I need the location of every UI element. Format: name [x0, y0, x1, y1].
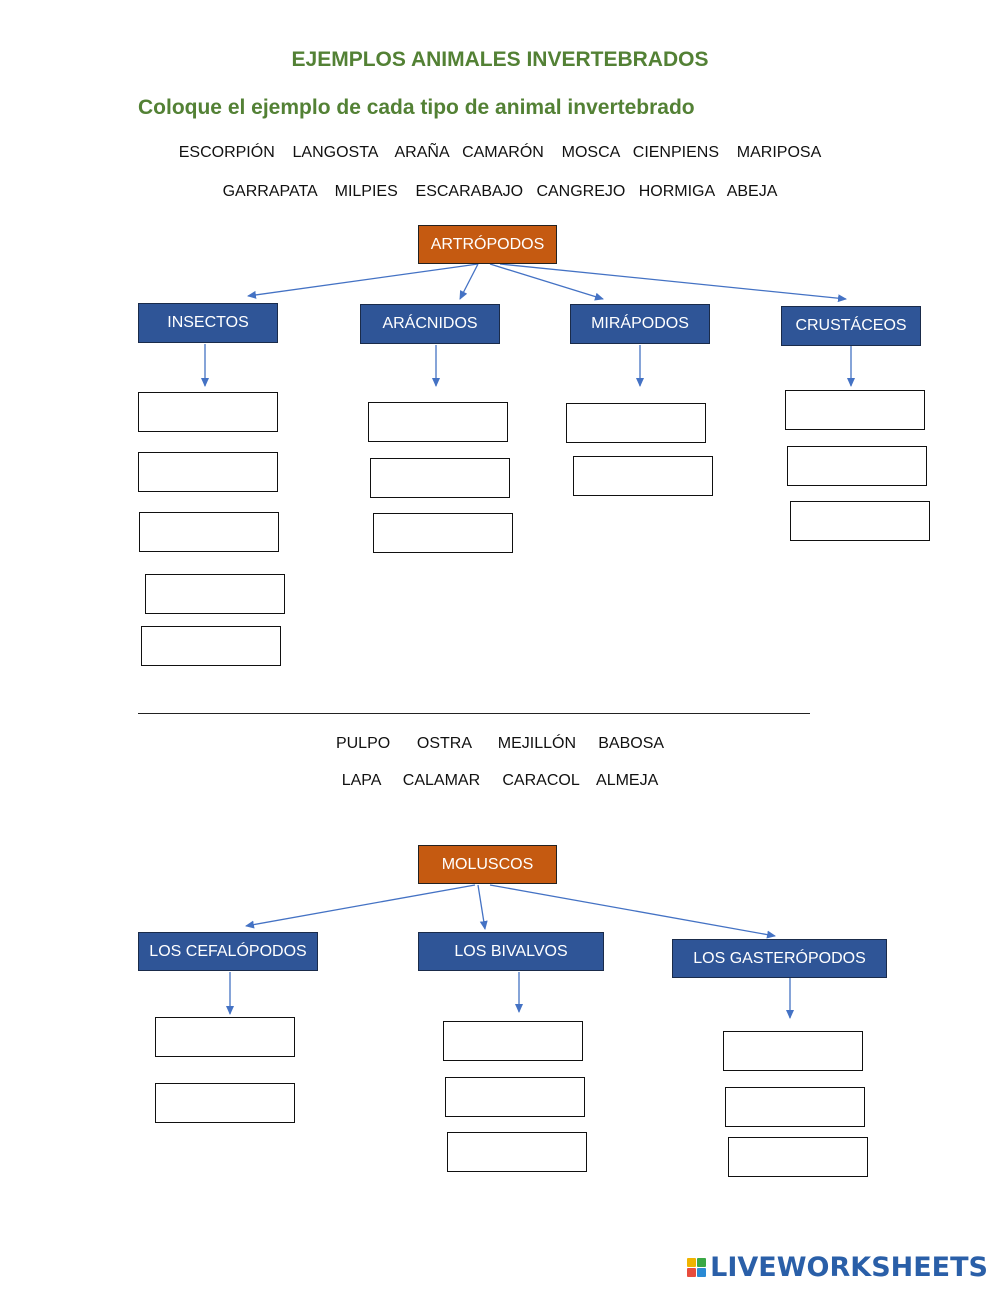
answer-box-gasteropodos-2[interactable]	[725, 1087, 865, 1127]
answer-box-mirapodos-2[interactable]	[573, 456, 713, 496]
answer-box-insectos-2[interactable]	[138, 452, 278, 492]
logo-square-icon	[697, 1268, 706, 1277]
arrow-moluscos-cefalopodos	[246, 885, 475, 926]
root-box-moluscos: MOLUSCOS	[418, 845, 557, 884]
worksheet-instructions: Coloque el ejemplo de cada tipo de animal invertebrado	[138, 96, 695, 119]
answer-box-mirapodos-1[interactable]	[566, 403, 706, 443]
answer-box-crustaceos-2[interactable]	[787, 446, 927, 486]
liveworksheets-logo	[687, 1252, 988, 1283]
answer-box-gasteropodos-3[interactable]	[728, 1137, 868, 1177]
category-box-aracnidos: ARÁCNIDOS	[360, 304, 500, 344]
logo-square-icon	[687, 1268, 696, 1277]
answer-box-gasteropodos-1[interactable]	[723, 1031, 863, 1071]
mollusc-word-bank-row-1: PULPO OSTRA MEJILLÓN BABOSA	[335, 735, 665, 752]
category-box-insectos: INSECTOS	[138, 303, 278, 343]
answer-box-aracnidos-3[interactable]	[373, 513, 513, 553]
arrow-artropodos-mirapodos	[490, 264, 603, 299]
answer-box-cefalopodos-2[interactable]	[155, 1083, 295, 1123]
logo-square-icon	[697, 1258, 706, 1267]
arrow-artropodos-aracnidos	[460, 264, 478, 299]
answer-box-cefalopodos-1[interactable]	[155, 1017, 295, 1057]
answer-box-bivalvos-3[interactable]	[447, 1132, 587, 1172]
answer-box-crustaceos-3[interactable]	[790, 501, 930, 541]
worksheet-title: EJEMPLOS ANIMALES INVERTEBRADOS	[291, 48, 709, 71]
answer-box-bivalvos-2[interactable]	[445, 1077, 585, 1117]
answer-box-insectos-3[interactable]	[139, 512, 279, 552]
root-box-artropodos: ARTRÓPODOS	[418, 225, 557, 264]
arrow-artropodos-crustaceos	[500, 264, 846, 299]
mollusc-word-bank-row-2: LAPA CALAMAR CARACOL ALMEJA	[341, 772, 659, 789]
category-box-cefalopodos: LOS CEFALÓPODOS	[138, 932, 318, 971]
category-box-bivalvos: LOS BIVALVOS	[418, 932, 604, 971]
answer-box-aracnidos-2[interactable]	[370, 458, 510, 498]
answer-box-insectos-1[interactable]	[138, 392, 278, 432]
answer-box-crustaceos-1[interactable]	[785, 390, 925, 430]
answer-box-insectos-5[interactable]	[141, 626, 281, 666]
arthropod-word-bank-row-2: GARRAPATA MILPIES ESCARABAJO CANGREJO HORMIGA ABEJA	[222, 183, 778, 200]
category-box-gasteropodos: LOS GASTERÓPODOS	[672, 939, 887, 978]
category-box-crustaceos: CRUSTÁCEOS	[781, 306, 921, 346]
section-divider	[138, 713, 810, 714]
arrow-moluscos-bivalvos	[478, 885, 485, 929]
answer-box-insectos-4[interactable]	[145, 574, 285, 614]
logo-text: LIVEWORKSHEETS	[710, 1252, 988, 1283]
arrow-artropodos-insectos	[248, 264, 478, 296]
category-box-mirapodos: MIRÁPODOS	[570, 304, 710, 344]
liveworksheets-logo-icon	[687, 1258, 706, 1277]
arthropod-word-bank-row-1: ESCORPIÓN LANGOSTA ARAÑA CAMARÓN MOSCA CIENPIENS MARIPOSA	[178, 144, 822, 161]
answer-box-bivalvos-1[interactable]	[443, 1021, 583, 1061]
answer-box-aracnidos-1[interactable]	[368, 402, 508, 442]
arrow-moluscos-gasteropodos	[490, 885, 775, 936]
logo-square-icon	[687, 1258, 696, 1267]
